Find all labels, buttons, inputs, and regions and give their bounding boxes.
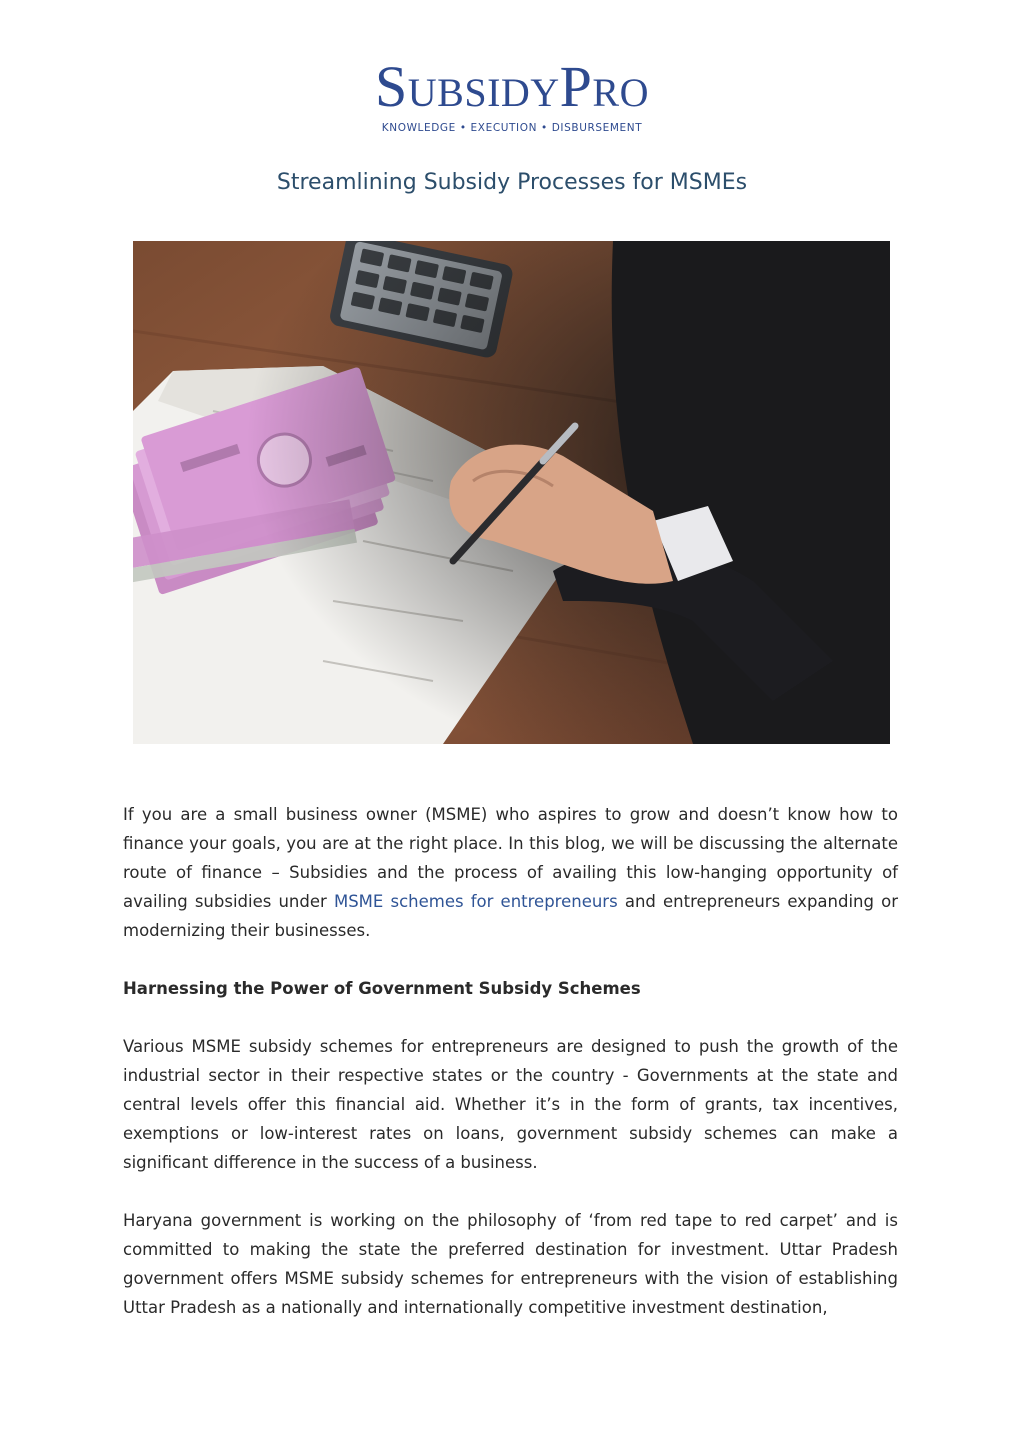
logo-tagline: KNOWLEDGE • EXECUTION • DISBURSEMENT xyxy=(381,122,643,134)
page-title: Streamlining Subsidy Processes for MSMEs xyxy=(276,170,748,195)
logo-wordmark: SUBSIDYPRO xyxy=(374,54,649,119)
msme-schemes-link[interactable]: MSME schemes for entrepreneurs xyxy=(333,892,618,911)
subsidy-schemes-paragraph: Various MSME subsidy schemes for entrepreneurs are designed to push the growth of the industrial sector in their respective states or the country - Governments at the state and central levels offer this financial aid. Whether it’s in the form of grants, tax incentives, exemptions or low-interest rates on loans, government subsidy schemes can make a significant difference in the success of a business. xyxy=(123,1037,898,1172)
section-heading: Harnessing the Power of Government Subsidy Schemes xyxy=(123,979,641,998)
hero-image xyxy=(133,241,890,744)
intro-paragraph: If you are a small business owner (MSME) who aspires to grow and doesn’t know how to finance your goals, you are at the right place. In this blog, we will be discussing the alternate route of finance – Subsidies and the process of availing this low-hanging opportunity of availing subsidies under MSME schemes for entrepreneurs and entrepreneurs expanding or modernizing their businesses. xyxy=(123,805,899,940)
logo xyxy=(0,54,1024,134)
article-body xyxy=(123,800,898,1351)
state-governments-paragraph: Haryana government is working on the philosophy of ‘from red tape to red carpet’ and is committed to making the state the preferred destination for investment. Uttar Pradesh government offers MSME subsidy schemes for entrepreneurs with the vision of establishing Uttar Pradesh as a nationally and internationally competitive investment destination, xyxy=(123,1211,898,1317)
